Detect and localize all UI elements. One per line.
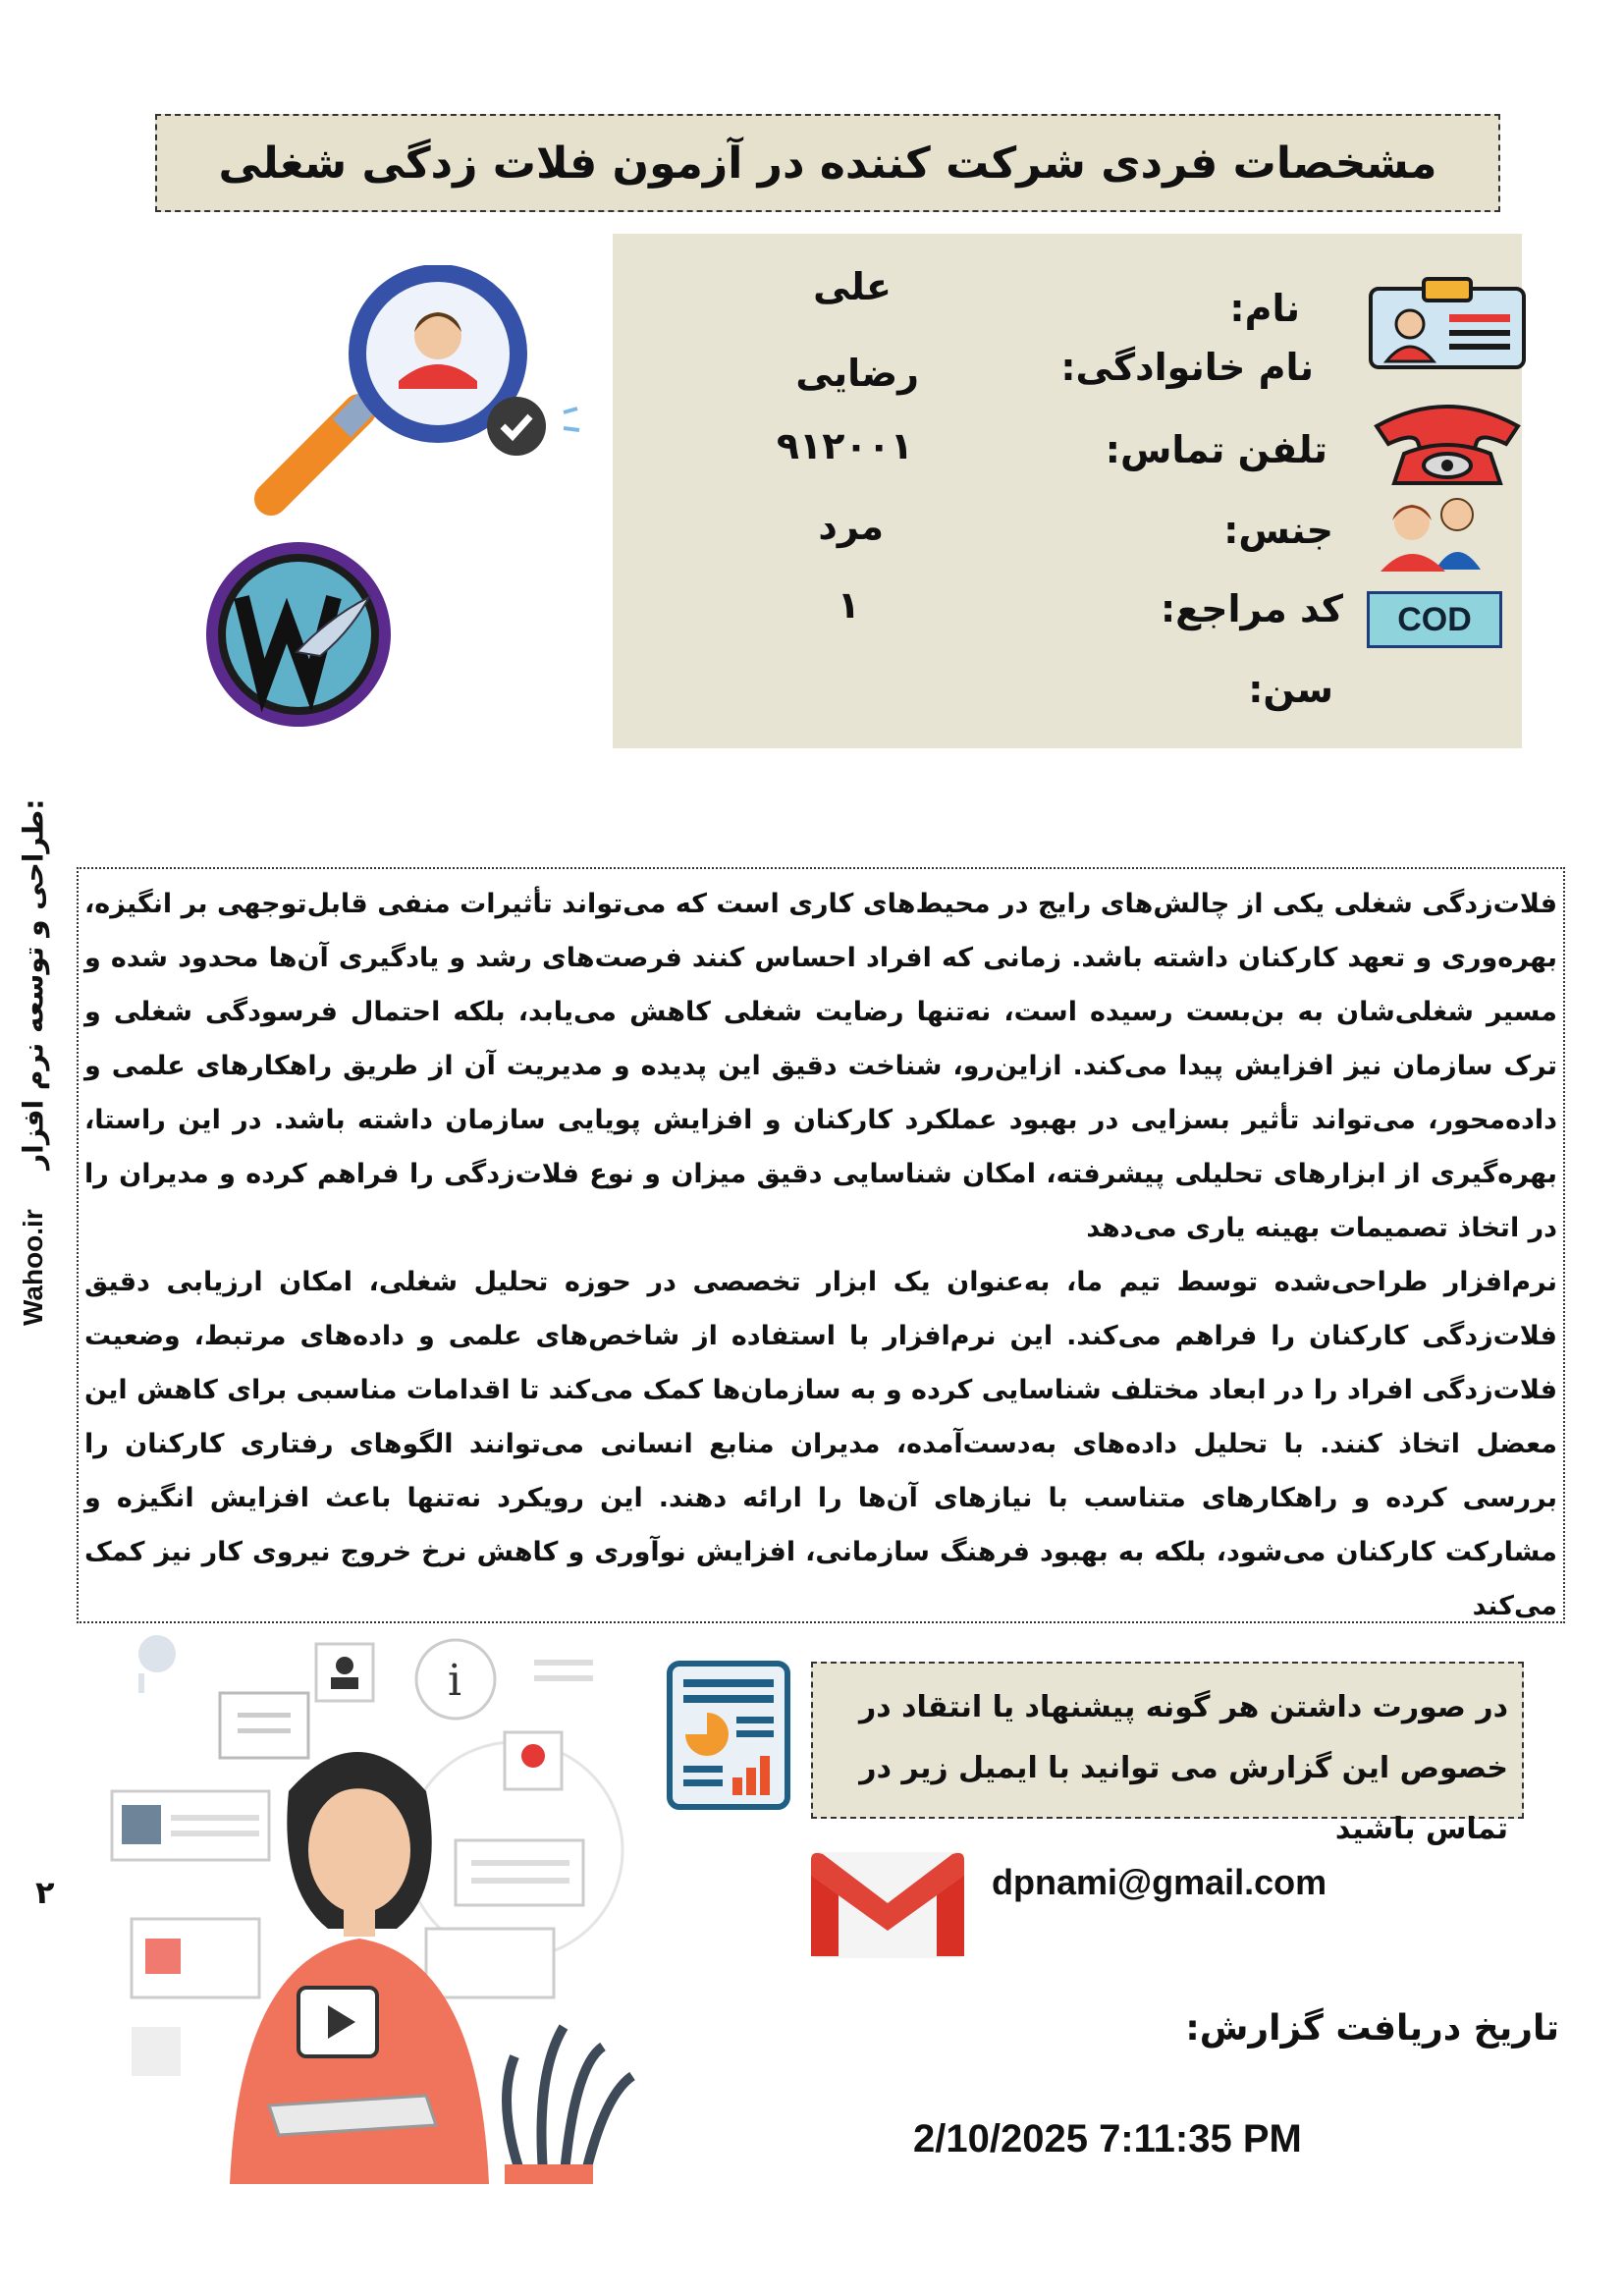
person-illustration [102, 1634, 652, 2184]
phone-label: تلفن تماس: [1105, 428, 1327, 471]
family-value: رضایی [795, 352, 919, 395]
side-brand: Wahoo.ir [18, 1209, 48, 1326]
report-icon [666, 1660, 791, 1811]
svg-text:i: i [448, 1656, 462, 1706]
side-credit-label: طراحی و توسعه نرم افزار: [17, 798, 50, 1171]
user-search-icon [251, 265, 585, 520]
code-value: ۱ [837, 583, 860, 627]
name-value: علی [813, 265, 892, 308]
side-credit [4, 776, 63, 1326]
phone-value: ۹۱۲۰۰۱ [776, 424, 913, 467]
logo-emblem [202, 538, 395, 731]
people-icon [1373, 491, 1489, 572]
report-date-label: تاریخ دریافت گزارش: [1185, 2008, 1559, 2049]
gender-value: مرد [818, 505, 884, 548]
name-label: نام: [1229, 287, 1300, 330]
gmail-icon [807, 1846, 968, 1962]
report-date-value: 2/10/2025 7:11:35 PM [913, 2117, 1302, 2160]
description-paragraph-2: نرم‌افزار طراحی‌شده توسط تیم ما، به‌عنوان یک ابزار تخصصی در حوزه تحلیل شغلی، امکان ارزیابی دقیق فلات‌زدگی کارکنان را فراهم می‌کند. این نرم‌افزار با استفاده از شاخص‌های علمی و داده‌های مرتبط، وضعیت فلات‌زدگی افراد را در ابعاد مختلف شناسایی کرده و به سازمان‌ها کمک می‌کند تا اقدامات مناسبی برای کاهش این معضل اتخاذ کنند. با تحلیل داده‌های به‌دست‌آمده، مدیران منابع انسانی می‌توانند الگوهای رفتاری کارکنان را بررسی کرده و راهکارهای متناسب با نیازهای آن‌ها را ارائه دهند. این رویکرد نه‌تنها باعث افزایش انگیزه و مشارکت کارکنان می‌شود، بلکه به بهبود فرهنگ سازمانی، افزایش نوآوری و کاهش نرخ خروج نیروی کار نیز کمک می‌کند [84, 1267, 1557, 1621]
gender-label: جنس: [1223, 509, 1333, 552]
description-paragraph-1: فلات‌زدگی شغلی یکی از چالش‌های رایج در محیط‌های کاری است که می‌تواند تأثیرات منفی قابل‌توجهی بر انگیزه، بهره‌وری و تعهد کارکنان داشته باشد. زمانی که افراد احساس کنند فرصت‌های رشد و یادگیری آن‌ها محدود شده و مسیر شغلی‌شان به بن‌بست رسیده است، نه‌تنها رضایت شغلی کاهش می‌یابد، بلکه احتمال فرسودگی شغلی و ترک سازمان نیز افزایش پیدا می‌کند. ازاین‌رو، شناخت دقیق این پدیده و مدیریت آن از طریق راهکارهای علمی و داده‌محور، می‌تواند تأثیر بسزایی در بهبود عملکرد کارکنان و افزایش پویایی سازمان داشته باشد. در این راستا، بهره‌گیری از ابزارهای تحلیلی پیشرفته، امکان شناسایی دقیق میزان و نوع فلات‌زدگی را فراهم کرده و مدیران را در اتخاذ تصمیمات بهینه یاری می‌دهد [84, 889, 1557, 1243]
description-box [77, 867, 1565, 1623]
page-title: مشخصات فردی شرکت کننده در آزمون فلات زدگی شغلی [155, 114, 1500, 212]
id-card-icon [1367, 277, 1528, 371]
family-label: نام خانوادگی: [1060, 346, 1314, 389]
telephone-icon [1371, 397, 1524, 487]
contact-email[interactable]: dpnami@gmail.com [992, 1862, 1327, 1902]
code-label: کد مراجع: [1160, 587, 1343, 630]
code-badge: COD [1367, 591, 1502, 648]
age-label: سن: [1248, 668, 1333, 711]
page-number: ۲ [35, 1874, 55, 1911]
contact-note: در صورت داشتن هر گونه پیشنهاد یا انتقاد در خصوص این گزارش می توانید با ایمیل زیر در تماس باشید [811, 1662, 1524, 1819]
